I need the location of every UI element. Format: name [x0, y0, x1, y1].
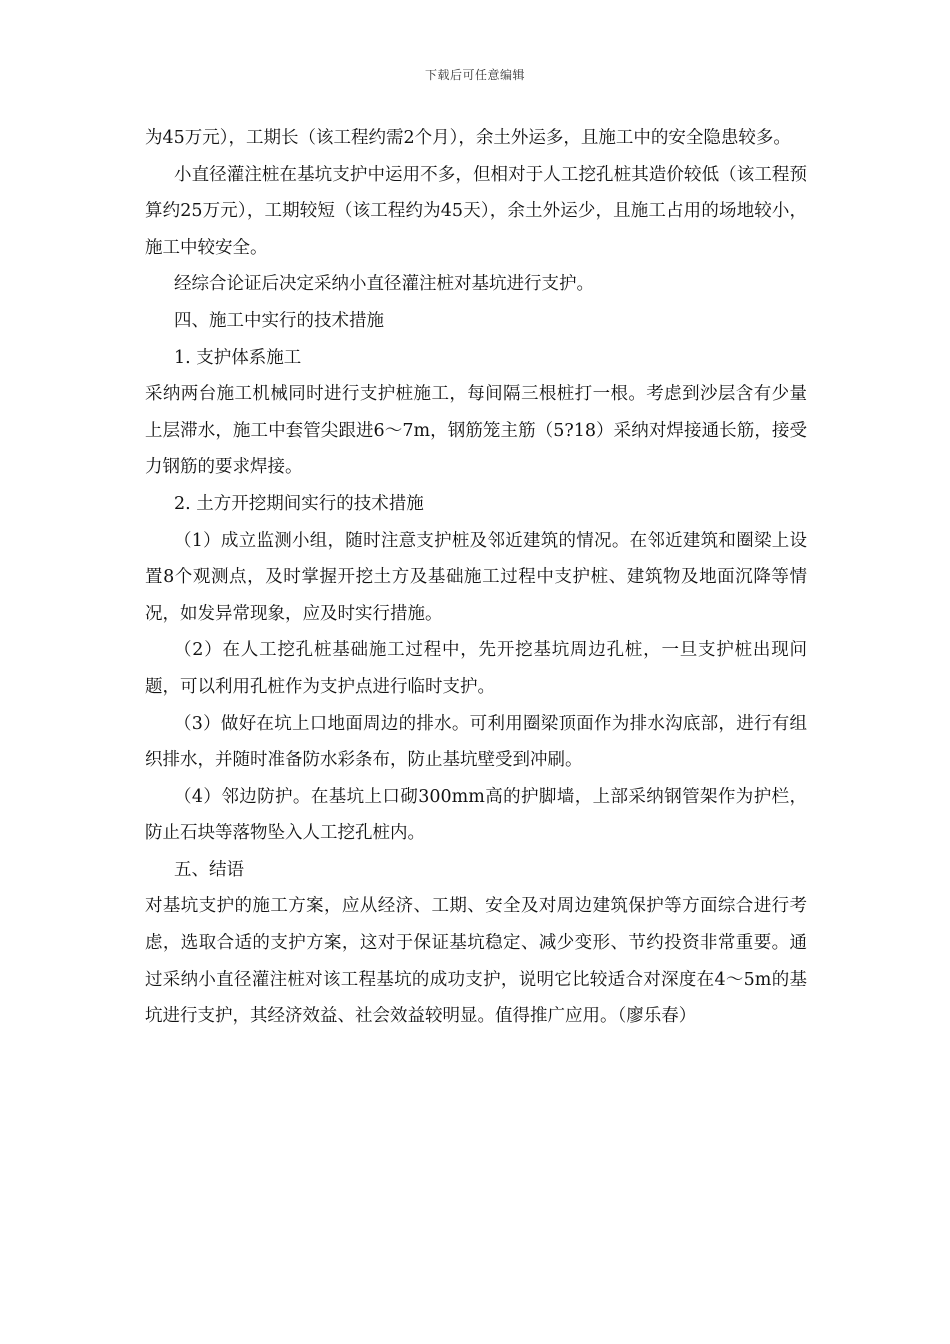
paragraph-continuation: 为45万元），工期长（该工程约需2个月），余土外运多，且施工中的安全隐患较多。 — [145, 128, 791, 148]
list-item-edge-protection: （4）邻边防护。在基坑上口砌300mm高的护脚墙，上部采纳钢管架作为护栏，防止石块等落物坠入人工挖孔桩内。 — [145, 786, 807, 844]
paragraph-comparison: 小直径灌注桩在基坑支护中运用不多，但相对于人工挖孔桩其造价较低（该工程预算约25万元），工期较短（该工程约为45天），余土外运少，且施工占用的场地较小，施工中较安全。 — [145, 164, 807, 258]
list-item-pile-excavation: （2）在人工挖孔桩基础施工过程中，先开挖基坑周边孔桩，一旦支护桩出现问题，可以利用孔桩作为支护点进行临时支护。 — [145, 640, 807, 697]
section-heading-measures: 四、施工中实行的技术措施 — [174, 310, 384, 331]
subheading-excavation-measures: 2. 土方开挖期间实行的技术措施 — [174, 493, 424, 514]
page-header: 下载后可任意编辑 — [424, 68, 525, 82]
document-body — [145, 120, 807, 1035]
section-heading-conclusion: 五、结语 — [174, 859, 244, 880]
paragraph-support-system: 采纳两台施工机械同时进行支护桩施工，每间隔三根桩打一根。考虑到沙层含有少量上层滞水，施工中套管尖跟进6～7m，钢筋笼主筋（5?18）采纳对焊接通长筋，接受力钢筋的要求焊接。 — [145, 384, 807, 478]
paragraph-decision: 经综合论证后决定采纳小直径灌注桩对基坑进行支护。 — [174, 274, 594, 295]
list-item-drainage: （3）做好在坑上口地面周边的排水。可利用圈梁顶面作为排水沟底部，进行有组织排水，并随时准备防水彩条布，防止基坑壁受到冲刷。 — [145, 713, 807, 771]
subheading-support-system: 1. 支护体系施工 — [174, 347, 302, 368]
paragraph-conclusion: 对基坑支护的施工方案，应从经济、工期、安全及对周边建筑保护等方面综合进行考虑，选取合适的支护方案，这对于保证基坑稳定、减少变形、节约投资非常重要。通过采纳小直径灌注桩对该工程基坑的成功支护，说明它比较适合对深度在4～5m的基坑进行支护，其经济效益、社会效益较明显。值得推广应用。（廖乐春） — [145, 896, 807, 1027]
list-item-monitoring: （1）成立监测小组，随时注意支护桩及邻近建筑的情况。在邻近建筑和圈梁上设置8个观测点，及时掌握开挖土方及基础施工过程中支护桩、建筑物及地面沉降等情况，如发异常现象，应及时实行措施。 — [145, 530, 807, 624]
